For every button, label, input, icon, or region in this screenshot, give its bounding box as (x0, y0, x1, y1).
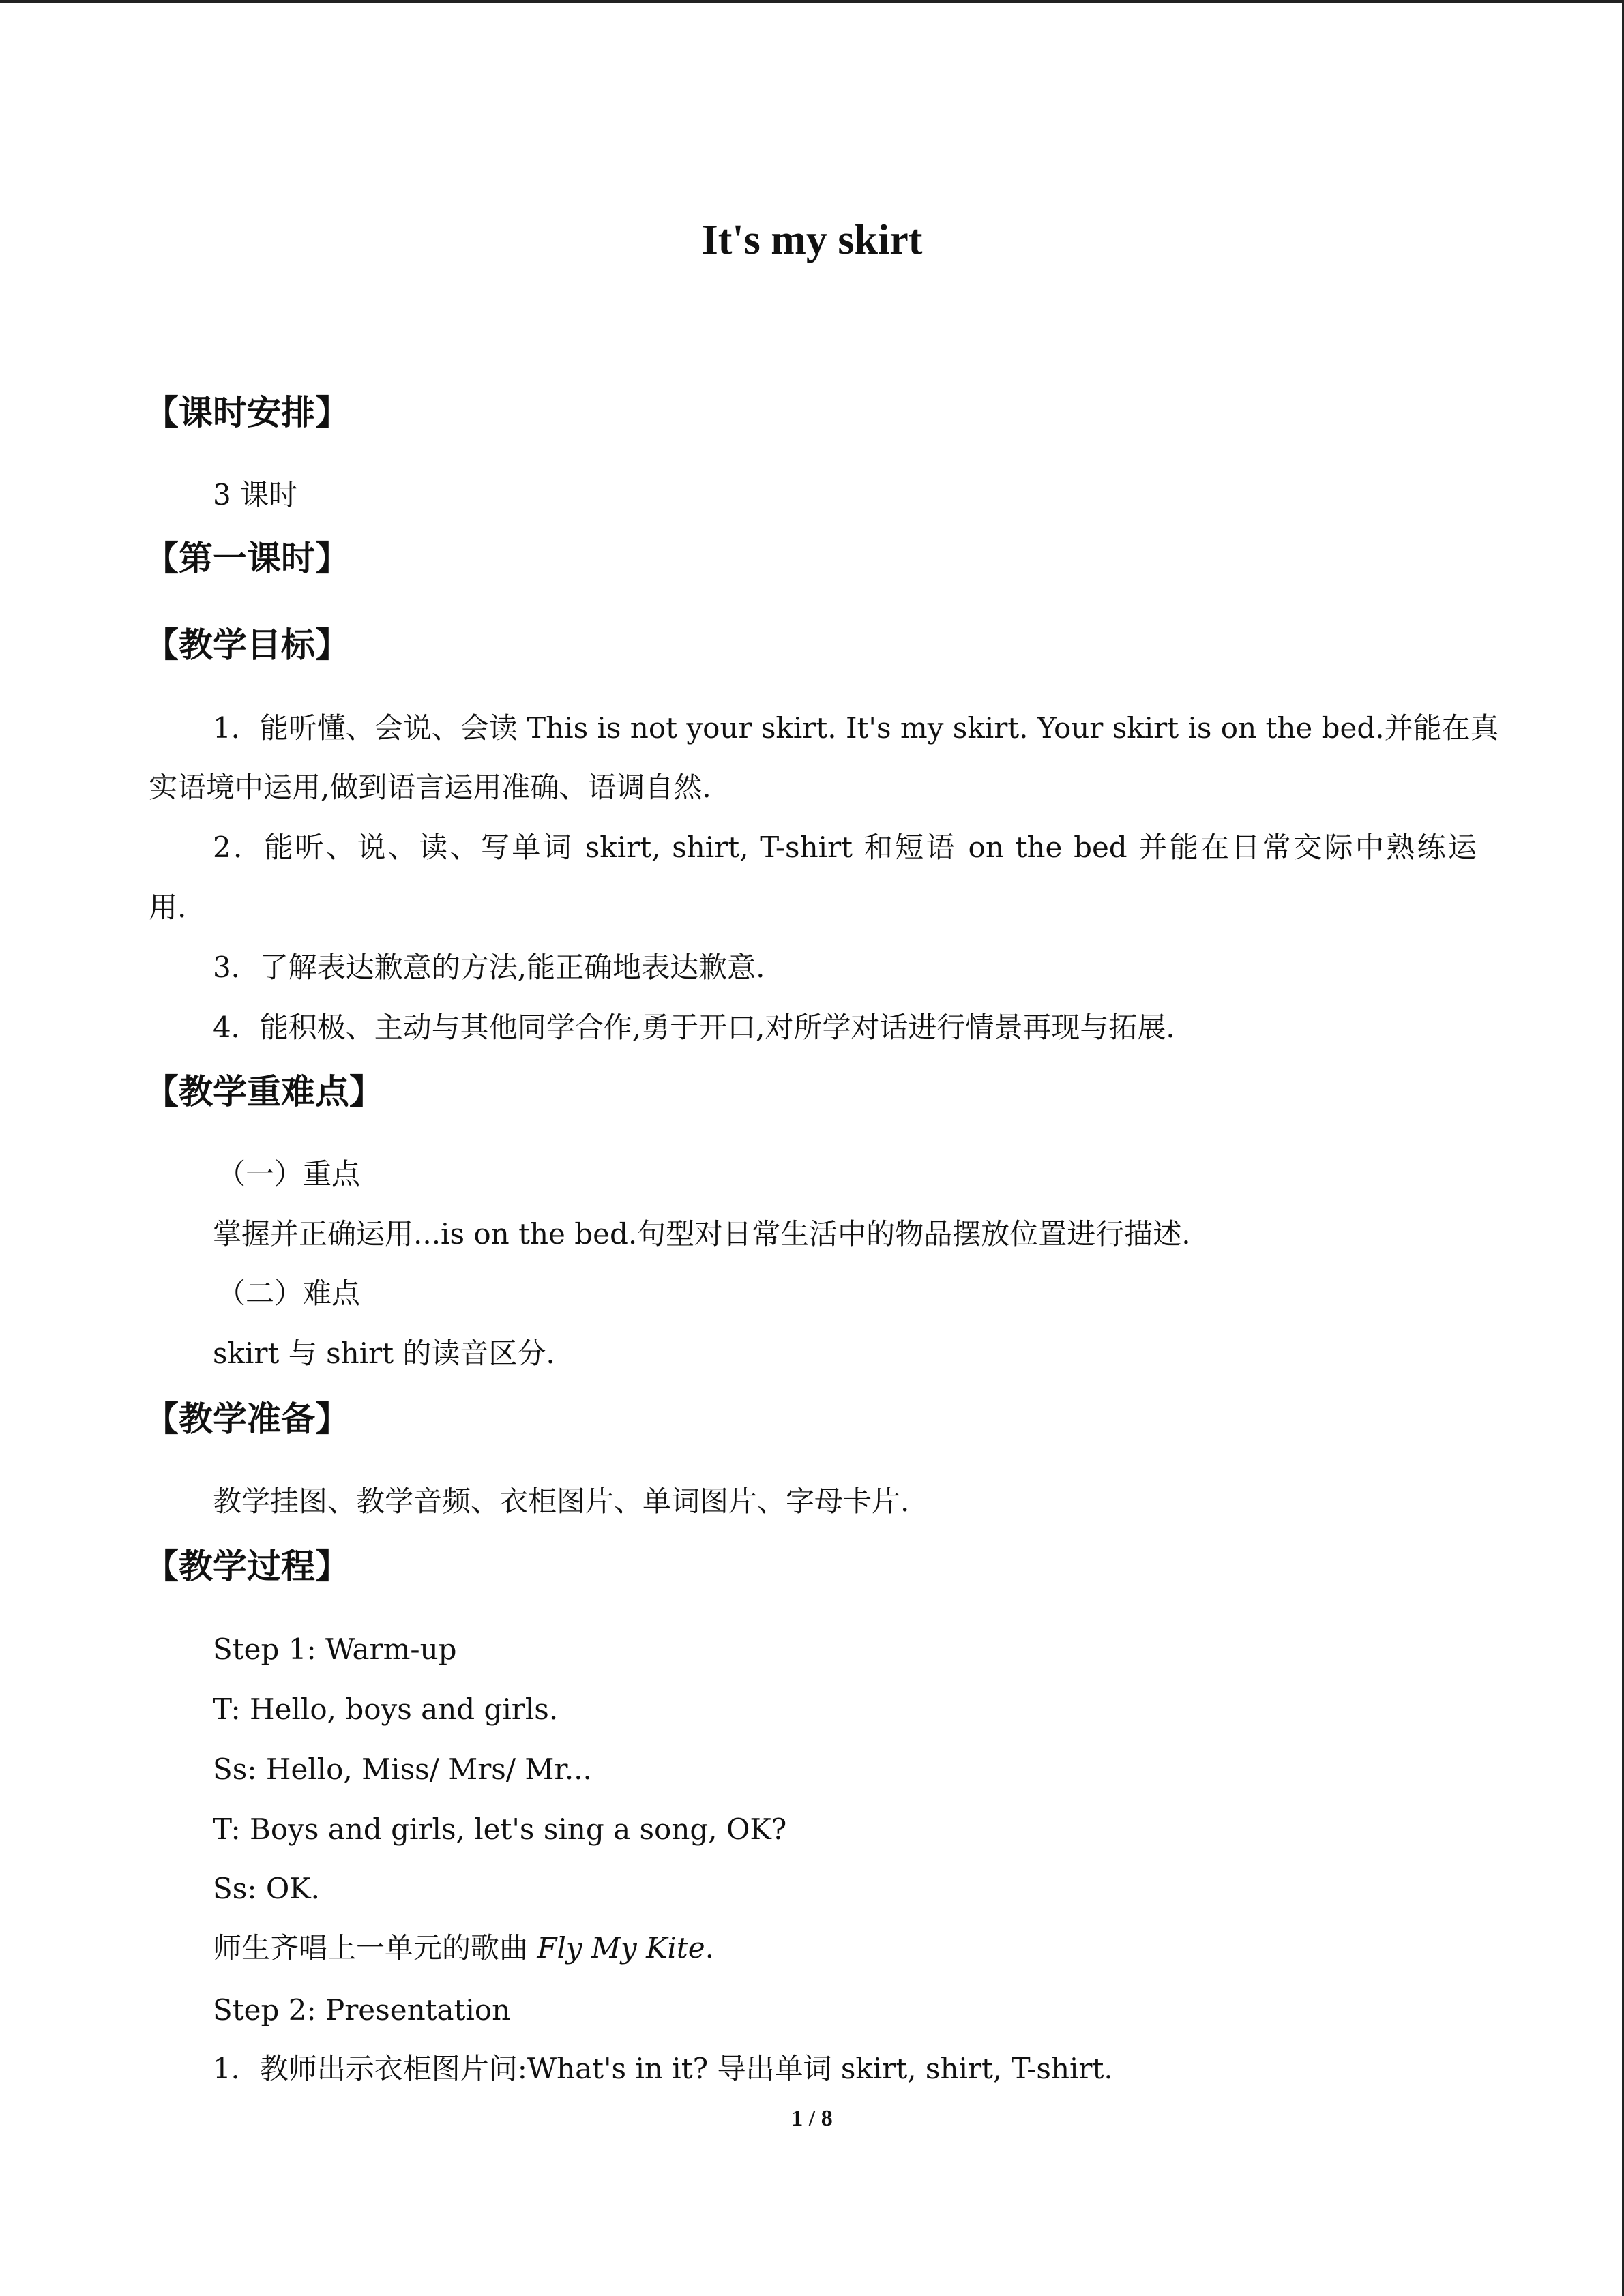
objective-1-line-1: 1．能听懂、会说、会读 This is not your skirt. It's my skirt. Your skirt is on the bed.并能在真 (213, 711, 1499, 745)
dialogue-line: T: Hello, boys and girls. (213, 1693, 559, 1726)
step-2-label: Step 2: Presentation (213, 1993, 511, 2027)
heading-process: 【教学过程】 (145, 1547, 349, 1586)
song-instruction (213, 1928, 714, 1969)
song-title: Fly My Kite (537, 1931, 705, 1965)
dialogue-line: T: Boys and girls, let's sing a song, OK? (213, 1813, 787, 1846)
schedule-text: 3 课时 (213, 478, 298, 511)
key-point-text: 掌握并正确运用...is on the bed.句型对日常生活中的物品摆放位置进行描述. (213, 1217, 1191, 1251)
difficult-point-text: skirt 与 shirt 的读音区分. (213, 1337, 555, 1370)
song-instruction-suffix: . (705, 1931, 714, 1965)
key-point-subheading: （一）重点 (217, 1157, 361, 1191)
preparation-text: 教学挂图、教学音频、衣柜图片、单词图片、字母卡片. (213, 1485, 910, 1518)
presentation-line: 1．教师出示衣柜图片问:What's in it? 导出单词 skirt, shirt, T-shirt. (213, 2052, 1113, 2085)
heading-schedule: 【课时安排】 (145, 393, 349, 432)
objective-2-line-1: 2．能听、说、读、写单词 skirt, shirt, T-shirt 和短语 on the bed 并能在日常交际中熟练运 (213, 831, 1477, 864)
heading-objectives: 【教学目标】 (145, 625, 349, 665)
objective-1-line-2: 实语境中运用,做到语言运用准确、语调自然. (149, 771, 711, 804)
difficult-point-subheading: （二）难点 (217, 1277, 361, 1310)
song-instruction-prefix: 师生齐唱上一单元的歌曲 (213, 1931, 537, 1965)
page-number: 1 / 8 (791, 2106, 833, 2131)
objective-2-line-2: 用. (149, 891, 187, 924)
heading-lesson1: 【第一课时】 (145, 539, 349, 578)
objective-4: 4．能积极、主动与其他同学合作,勇于开口,对所学对话进行情景再现与拓展. (213, 1011, 1175, 1044)
step-1-label: Step 1: Warm-up (213, 1632, 457, 1666)
heading-key-points: 【教学重难点】 (145, 1072, 383, 1112)
dialogue-line: Ss: OK. (213, 1872, 320, 1905)
objective-3: 3．了解表达歉意的方法,能正确地表达歉意. (213, 951, 765, 984)
document-title: It's my skirt (701, 217, 923, 263)
heading-preparation: 【教学准备】 (145, 1399, 349, 1439)
page-top-border (0, 0, 1624, 3)
dialogue-line: Ss: Hello, Miss/ Mrs/ Mr... (213, 1753, 592, 1786)
